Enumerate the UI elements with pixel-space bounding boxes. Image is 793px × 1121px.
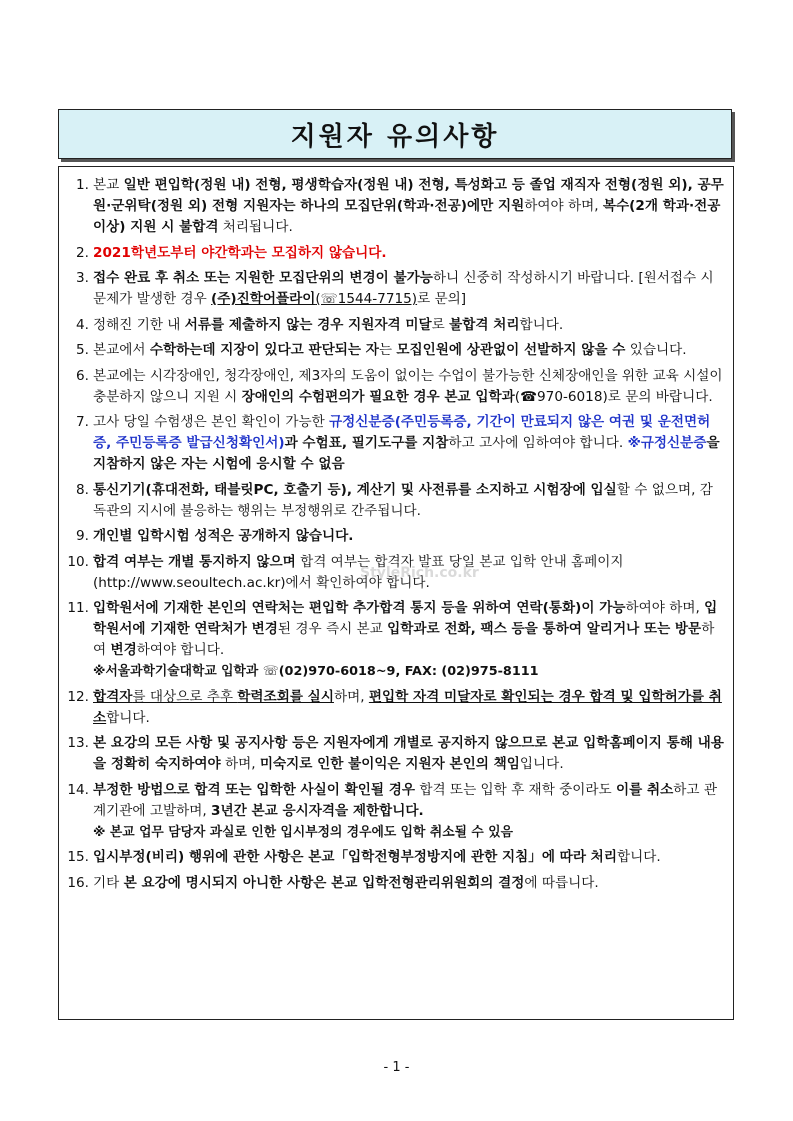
notice-item <box>65 480 725 522</box>
item-text: 본교에서 수학하는데 지장이 있다고 판단되는 자는 모집인원에 상관없이 선발하지 않을 수 있습니다. <box>93 342 687 358</box>
item-note: ※서울과학기술대학교 입학과 ☏(02)970-6018~9, FAX: (02)975-8111 <box>93 664 539 679</box>
notice-item <box>65 412 725 475</box>
item-text: 정해진 기한 내 서류를 제출하지 않는 경우 지원자격 미달로 불합격 처리합니다. <box>93 316 564 333</box>
notice-item <box>65 598 725 682</box>
item-number: 2. <box>76 244 89 261</box>
item-text: 본교에는 시각장애인, 청각장애인, 제3자의 도움이 없이는 수업이 불가능한 신체장애인을 위한 교육 시설이 충분하지 않으니 지원 시 장애인의 수험편의가 필요한 경우 본교 입학과(☎970-6018)로 문의 바랍니다. <box>93 367 723 405</box>
item-text: 부정한 방법으로 합격 또는 입학한 사실이 확인될 경우 합격 또는 입학 후 재학 중이라도 이를 취소하고 관계기관에 고발하며, 3년간 본교 응시자격을 제한합니다. <box>93 781 717 819</box>
notice-item <box>65 873 725 894</box>
item-text: 본 요강의 모든 사항 및 공지사항 등은 지원자에게 개별로 공지하지 않으므로 본교 입학홈페이지 통해 내용을 정확히 숙지하여야 하며, 미숙지로 인한 불이익은 지원자 본인의 책임입니다. <box>93 735 724 772</box>
notice-item <box>65 780 725 843</box>
item-text: 입학원서에 기재한 본인의 연락처는 편입학 추가합격 통지 등을 위하여 연락(통화)이 가능하여야 하며, 입학원서에 기재한 연락처가 변경된 경우 즉시 본교 입학과로 전화, 팩스 등을 통하여 알리거나 또는 방문하여 변경하여야 합니다. <box>93 600 718 658</box>
notice-item <box>65 340 725 361</box>
page-number: - 1 - <box>383 1060 410 1075</box>
item-note: ※ 본교 업무 담당자 과실로 인한 입시부정의 경우에도 입학 취소될 수 있음 <box>93 824 513 840</box>
item-number: 14. <box>67 781 89 798</box>
item-number: 4. <box>76 316 89 333</box>
item-text: 접수 완료 후 취소 또는 지원한 모집단위의 변경이 불가능하니 신중히 작성하시기 바랍니다. [원서접수 시 문제가 발생한 경우 (주)진학어플라이(☏1544-7715)로 문의] <box>93 270 714 307</box>
watermark: StyleRich.co.kr <box>360 565 479 581</box>
item-number: 3. <box>76 270 89 286</box>
item-number: 7. <box>76 414 89 430</box>
item-text: 2021학년도부터 야간학과는 모집하지 않습니다. <box>93 244 387 261</box>
item-number: 5. <box>76 342 89 358</box>
notice-item <box>65 366 725 408</box>
item-number: 10. <box>67 553 89 570</box>
item-number: 16. <box>67 874 89 891</box>
title-box <box>58 109 732 159</box>
notice-item <box>65 687 725 729</box>
item-number: 12. <box>67 688 89 705</box>
item-text: 개인별 입학시험 성적은 공개하지 않습니다. <box>93 528 354 544</box>
item-number: 11. <box>67 600 89 616</box>
page-title: 지원자 유의사항 <box>290 121 500 152</box>
notice-list <box>65 175 725 894</box>
notice-item <box>65 733 725 775</box>
item-text: 본교 일반 편입학(정원 내) 전형, 평생학습자(정원 내) 전형, 특성화고 등 졸업 재직자 전형(정원 외), 공무원·군위탁(정원 외) 전형 지원자는 하나의 모집단위(학과·전공)에만 지원하여야 하며, 복수(2개 학과·전공 이상) 지원 시 불합격 처리됩니다. <box>93 177 724 235</box>
item-number: 13. <box>67 735 89 751</box>
notice-item <box>65 526 725 547</box>
item-text: 기타 본 요강에 명시되지 아니한 사항은 본교 입학전형관리위원회의 결정에 따릅니다. <box>93 874 599 891</box>
item-text: 고사 당일 수험생은 본인 확인이 가능한 규정신분증(주민등록증, 기간이 만료되지 않은 여권 및 운전면허증, 주민등록증 발급신청확인서)과 수험표, 필기도구를 지참하고 고사에 임하여야 합니다. ※규정신분증을 지참하지 않은 자는 시험에 응시할 수 없음 <box>93 414 720 472</box>
item-text: 합격 여부는 개별 통지하지 않으며 합격 여부는 합격자 발표 당일 본교 입학 안내 홈페이지(http://www.seoultech.ac.kr)에서 확인하여야 합니다. <box>93 553 624 591</box>
notice-box <box>58 166 734 1020</box>
notice-item <box>65 315 725 336</box>
item-number: 8. <box>76 481 89 498</box>
notice-item <box>65 243 725 264</box>
notice-item <box>65 268 725 310</box>
item-number: 6. <box>76 367 89 384</box>
item-number: 1. <box>76 177 89 193</box>
notice-item <box>65 175 725 238</box>
item-text: 통신기기(휴대전화, 태블릿PC, 호출기 등), 계산기 및 사전류를 소지하고 시험장에 입실할 수 없으며, 감독관의 지시에 불응하는 행위는 부정행위로 간주됩니다. <box>93 481 713 519</box>
item-text: 입시부정(비리) 행위에 관한 사항은 본교「입학전형부정방지에 관한 지침」에 따라 처리합니다. <box>93 849 661 865</box>
notice-item <box>65 847 725 868</box>
item-number: 9. <box>76 528 89 544</box>
item-text: 합격자를 대상으로 추후 학력조회를 실시하며, 편입학 자격 미달자로 확인되는 경우 합격 및 입학허가를 취소합니다. <box>93 688 722 726</box>
item-number: 15. <box>67 849 89 865</box>
